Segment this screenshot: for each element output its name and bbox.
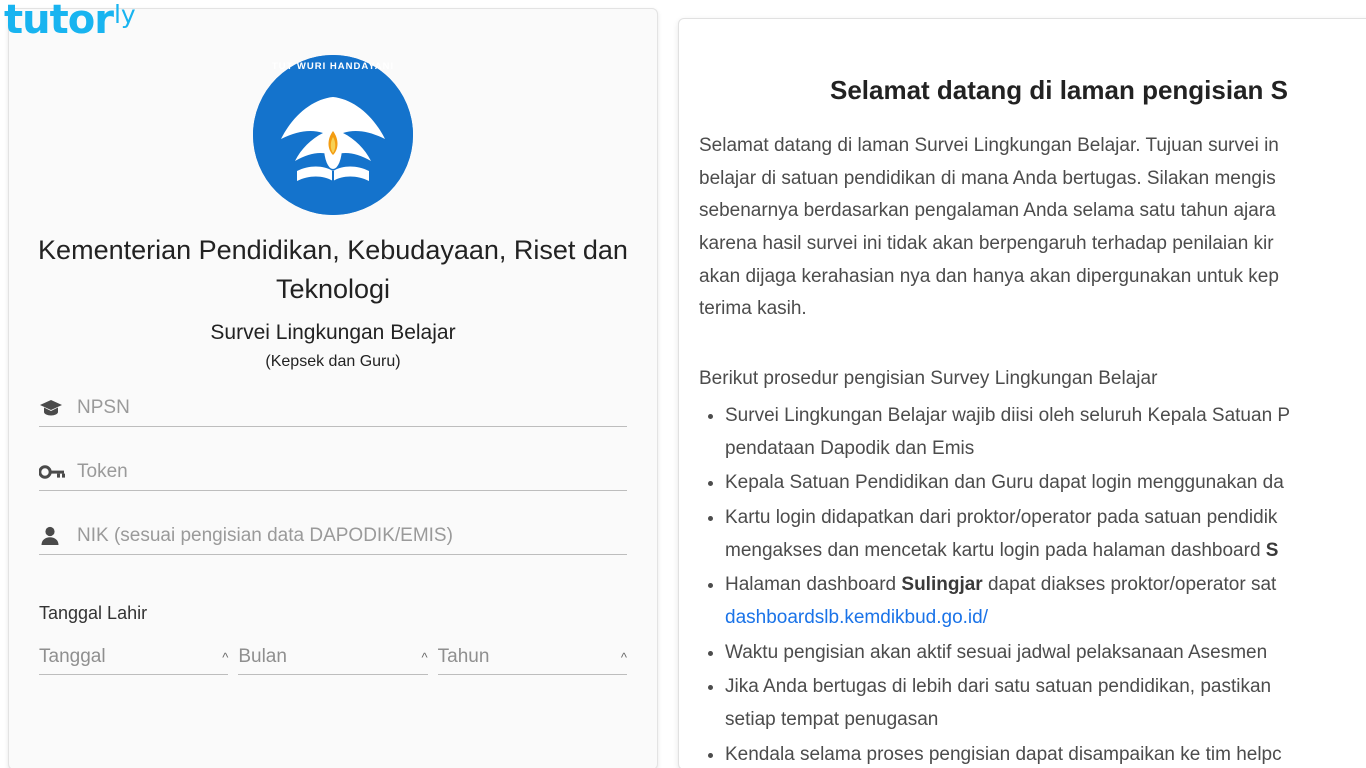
month-select[interactable] bbox=[238, 646, 427, 675]
day-select-label: Tanggal bbox=[39, 646, 106, 668]
list-item-line: pendataan Dapodik dan Emis bbox=[725, 437, 975, 459]
list-item-line: • Halaman dashboard Sulingjar dapat diakses proktor/operator sat bbox=[725, 574, 1277, 596]
tut-wuri-handayani-logo bbox=[253, 55, 413, 215]
logo-graphic bbox=[253, 55, 413, 215]
welcome-panel bbox=[678, 18, 1366, 768]
list-item-line: setiap tempat penugasan bbox=[725, 709, 939, 731]
paragraph-line: terima kasih. bbox=[699, 298, 807, 320]
year-select-label: Tahun bbox=[437, 646, 490, 668]
chevron-up-icon[interactable]: ^ bbox=[421, 649, 428, 665]
login-form bbox=[39, 397, 627, 555]
year-select[interactable] bbox=[438, 646, 627, 675]
list-item bbox=[725, 502, 1366, 567]
list-item bbox=[725, 739, 1366, 768]
chevron-up-icon[interactable]: ^ bbox=[620, 649, 627, 665]
paragraph-line: belajar di satuan pendidikan di mana Anda bertugas. Silakan mengis bbox=[699, 167, 1276, 189]
login-card bbox=[8, 8, 658, 768]
chevron-up-icon[interactable]: ^ bbox=[222, 649, 229, 665]
key-icon bbox=[39, 463, 77, 481]
list-item-line: • Survei Lingkungan Belajar wajib diisi oleh seluruh Kepala Satuan P bbox=[725, 405, 1291, 427]
procedure-list bbox=[699, 400, 1366, 768]
list-item bbox=[725, 569, 1366, 634]
list-item-line: • Kepala Satuan Pendidikan dan Guru dapat login menggunakan da bbox=[725, 472, 1284, 494]
list-item bbox=[725, 637, 1366, 670]
dashboard-link[interactable]: dashboardslb.kemdikbud.go.id/ bbox=[725, 607, 989, 629]
brand-name: tutor bbox=[4, 0, 113, 43]
list-item-line: • Waktu pengisian akan aktif sesuai jadwal pelaksanaan Asesmen bbox=[725, 641, 1268, 663]
tutorly-logo bbox=[4, 0, 136, 43]
list-item bbox=[725, 467, 1366, 500]
logo-motto: TUT WURI HANDAYANI bbox=[271, 61, 395, 72]
token-input[interactable] bbox=[77, 461, 627, 483]
welcome-title: Selamat datang di laman pengisian S bbox=[829, 75, 1288, 105]
list-item-line: • Kartu login didapatkan dari proktor/operator pada satuan pendidik bbox=[725, 507, 1278, 529]
nik-input[interactable] bbox=[77, 525, 627, 547]
npsn-input[interactable] bbox=[77, 397, 627, 419]
npsn-field-row[interactable] bbox=[39, 397, 627, 427]
paragraph-line: akan dijaga kerahasian nya dan hanya akan dipergunakan untuk kep bbox=[699, 265, 1279, 287]
procedure-heading: Berikut prosedur pengisian Survey Lingkungan Belajar bbox=[699, 368, 1158, 390]
paragraph-line: karena hasil survei ini tidak akan berpengaruh terhadap penilaian kir bbox=[699, 233, 1274, 255]
survey-title: Survei Lingkungan Belajar bbox=[210, 321, 456, 345]
day-select[interactable] bbox=[39, 646, 228, 675]
brand-suffix: ly bbox=[113, 0, 136, 29]
paragraph-line: sebenarnya berdasarkan pengalaman Anda selama satu tahun ajara bbox=[699, 200, 1276, 222]
list-item-line: mengakses dan mencetak kartu login pada halaman dashboard S bbox=[725, 539, 1279, 561]
list-item bbox=[725, 400, 1366, 465]
person-icon bbox=[39, 525, 77, 547]
token-field-row[interactable] bbox=[39, 461, 627, 491]
ministry-title: Kementerian Pendidikan, Kebudayaan, Riset dan Teknologi bbox=[38, 235, 628, 305]
birthdate-selectors bbox=[39, 646, 627, 675]
logo-container bbox=[9, 55, 657, 215]
sulingjar-term: Sulingjar bbox=[901, 574, 983, 596]
nik-field-row[interactable] bbox=[39, 525, 627, 555]
graduation-cap-icon bbox=[39, 398, 77, 418]
welcome-paragraph bbox=[699, 130, 1366, 326]
paragraph-line: Selamat datang di laman Survei Lingkungan Belajar. Tujuan survei in bbox=[699, 135, 1279, 156]
month-select-label: Bulan bbox=[238, 646, 287, 668]
list-item bbox=[725, 671, 1366, 736]
survey-subtitle: (Kepsek dan Guru) bbox=[265, 353, 401, 371]
list-item-line: • Kendala selama proses pengisian dapat disampaikan ke tim helpc bbox=[725, 743, 1282, 765]
birthdate-label: Tanggal Lahir bbox=[39, 603, 148, 624]
list-item-line: • Jika Anda bertugas di lebih dari satu satuan pendidikan, pastikan bbox=[725, 676, 1272, 698]
